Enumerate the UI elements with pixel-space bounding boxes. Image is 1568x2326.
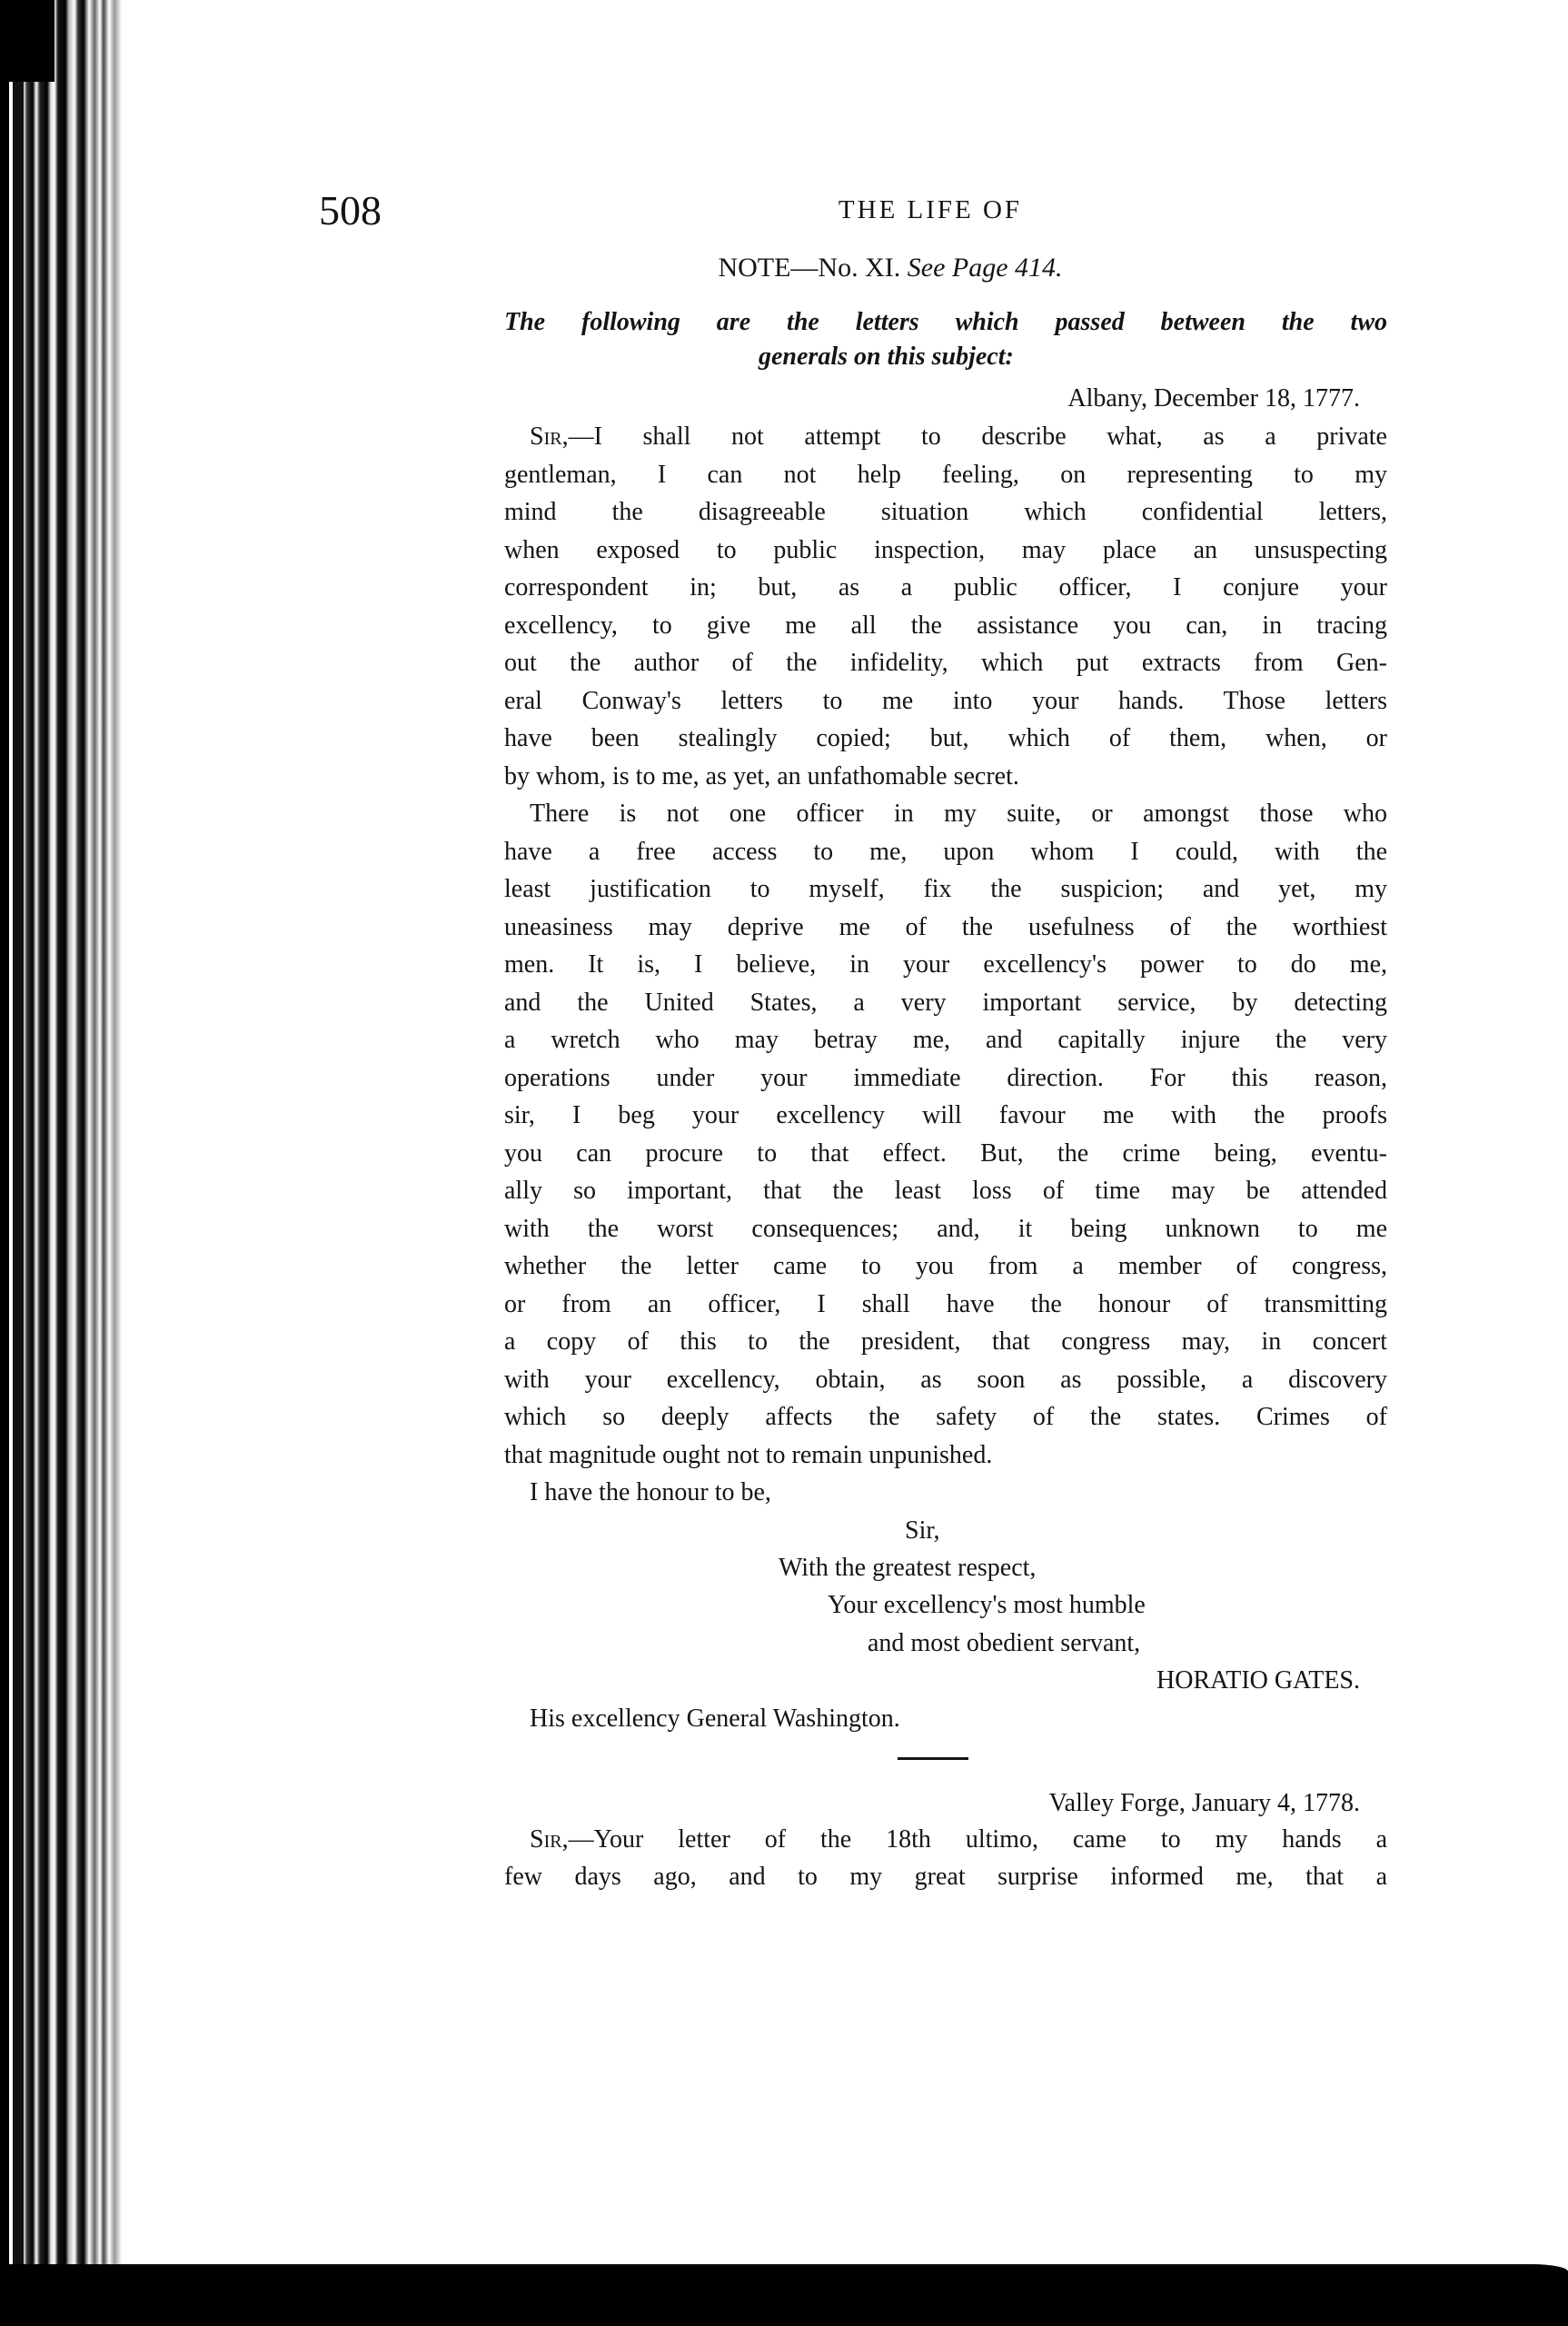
- body-line: uneasiness may deprive me of the usefulness of the worthiest: [504, 912, 1387, 941]
- letter2-line: few days ago, and to my great surprise informed me, that a: [504, 1863, 1387, 1891]
- intro-line: The following are the letters which passed between the two: [504, 308, 1387, 336]
- letter1-dateline: Albany, December 18, 1777.: [1067, 384, 1360, 413]
- addressee: His excellency General Washington.: [530, 1705, 900, 1733]
- body-line: excellency, to give me all the assistance you can, in tracing: [504, 611, 1387, 640]
- line-text: ,—Your letter of the 18th ultimo, came to my hands a: [561, 1825, 1387, 1854]
- body-line: which so deeply affects the safety of the states. Crimes of: [504, 1403, 1387, 1431]
- body-line: ally so important, that the least loss of time may be attended: [504, 1177, 1387, 1205]
- body-line: [530, 418, 1387, 455]
- body-line: least justification to myself, fix the suspicion; and yet, my: [504, 875, 1387, 903]
- body-line: with your excellency, obtain, as soon as possible, a discovery: [504, 1365, 1387, 1394]
- note-label: NOTE—No. XI.: [718, 253, 901, 283]
- body-line: when exposed to public inspection, may place an unsuspecting: [504, 535, 1387, 564]
- body-line: eral Conway's letters to me into your hands. Those letters: [504, 686, 1387, 715]
- closing-line: Your excellency's most humble: [828, 1591, 1146, 1619]
- body-line: you can procure to that effect. But, the crime being, eventu-: [504, 1138, 1387, 1168]
- note-reference: See Page 414.: [907, 253, 1063, 283]
- body-line: have been stealingly copied; but, which of them, when, or: [504, 724, 1387, 752]
- salutation: Sir: [530, 422, 562, 451]
- body-line: There is not one officer in my suite, or amongst those who: [530, 800, 1387, 828]
- body-line: that magnitude ought not to remain unpunished.: [504, 1440, 993, 1469]
- body-line: I have the honour to be,: [530, 1478, 771, 1506]
- intro-line: generals on this subject:: [759, 343, 1014, 371]
- body-line: a wretch who may betray me, and capitally injure the very: [504, 1026, 1387, 1054]
- body-line: sir, I beg your excellency will favour me with the proofs: [504, 1101, 1387, 1129]
- salutation: Sir: [530, 1825, 562, 1854]
- scan-bottom-edge: [0, 2264, 1568, 2326]
- body-line: gentleman, I can not help feeling, on representing to my: [504, 460, 1387, 489]
- body-line: men. It is, I believe, in your excellency's power to do me,: [504, 950, 1387, 979]
- body-line: by whom, is to me, as yet, an unfathomable secret.: [504, 761, 1019, 790]
- letter2-line: [530, 1821, 1387, 1858]
- book-spine-corner: [0, 0, 55, 82]
- running-head: THE LIFE OF: [838, 195, 1023, 224]
- body-line: correspondent in; but, as a public officer, I conjure your: [504, 573, 1387, 601]
- closing-line: and most obedient servant,: [868, 1629, 1141, 1657]
- body-line: whether the letter came to you from a member of congress,: [504, 1252, 1387, 1280]
- letter2-dateline: Valley Forge, January 4, 1778.: [1048, 1789, 1360, 1817]
- closing-line: Sir,: [905, 1516, 940, 1545]
- page-number: 508: [319, 187, 382, 234]
- section-divider: [898, 1757, 968, 1760]
- body-line: with the worst consequences; and, it being unknown to me: [504, 1214, 1387, 1243]
- body-line: or from an officer, I shall have the honour of transmitting: [504, 1289, 1387, 1318]
- body-line: have a free access to me, upon whom I could, with the: [504, 837, 1387, 866]
- body-line: mind the disagreeable situation which confidential letters,: [504, 498, 1387, 526]
- closing-line: With the greatest respect,: [779, 1554, 1037, 1582]
- note-heading: [618, 253, 1163, 283]
- book-spine-shadow: [0, 0, 136, 2326]
- body-line: out the author of the infidelity, which put extracts from Gen-: [504, 649, 1387, 677]
- body-line: and the United States, a very important service, by detecting: [504, 988, 1387, 1017]
- line-text: ,—I shall not attempt to describe what, as a private: [561, 422, 1387, 451]
- body-line: a copy of this to the president, that congress may, in concert: [504, 1327, 1387, 1356]
- signature: HORATIO GATES.: [1156, 1666, 1360, 1695]
- body-line: operations under your immediate direction. For this reason,: [504, 1063, 1387, 1092]
